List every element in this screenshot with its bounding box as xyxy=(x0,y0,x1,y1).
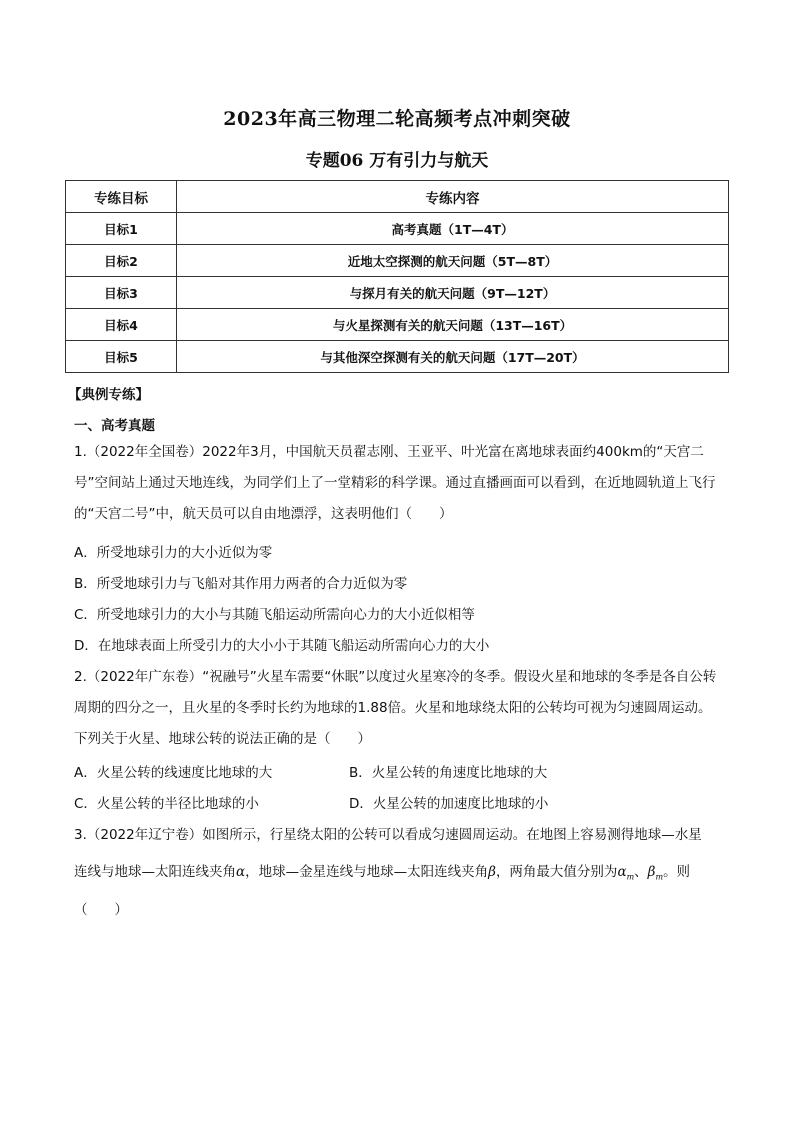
table-cell-goal: 目标4 xyxy=(66,309,177,341)
table-cell-goal: 目标3 xyxy=(66,277,177,309)
alpha-max-symbol: $\alpha_m$ xyxy=(617,864,635,882)
alpha-symbol: α xyxy=(236,864,246,880)
question-3-text: 、 xyxy=(634,864,648,880)
table-row xyxy=(66,341,729,373)
question-3-line-1: 3.（2022年辽宁卷）如图所示，行星绕太阳的公转可以看成匀速圆周运动。在地图上容易测得地球—水星 xyxy=(74,827,702,843)
table-cell-goal: 目标1 xyxy=(66,213,177,245)
question-3-text: 。则 xyxy=(663,864,691,880)
section-heading: 【典例专练】 xyxy=(68,387,149,403)
question-3-text: ，两角最大值分别为 xyxy=(495,864,618,880)
question-1-option-b: B．所受地球引力与飞船对其作用力两者的合力近似为零 xyxy=(74,576,408,592)
question-2-option-a: A．火星公转的线速度比地球的大 xyxy=(74,765,273,781)
table-cell-goal: 目标5 xyxy=(66,341,177,373)
table-cell-content: 近地太空探测的航天问题（5T—8T） xyxy=(177,245,729,277)
table-row xyxy=(66,245,729,277)
beta-max-symbol: $\beta_m$ xyxy=(647,864,664,882)
beta-symbol: β xyxy=(488,864,496,880)
question-2-stem: 2.（2022年广东卷）“祝融号”火星车需要“休眠”以度过火星寒冷的冬季。假设火星和地球的冬季是各自公转周期的四分之一，且火星的冬季时长约为地球的1.88倍。火星和地球绕太阳的公转均可视为匀速圆周运动。下列关于火星、地球公转的说法正确的是（ ） xyxy=(74,669,717,747)
document-title: 2023年高三物理二轮高频考点冲刺突破 xyxy=(223,108,571,130)
question-1-stem: 1.（2022年全国卷）2022年3月，中国航天员翟志刚、王亚平、叶光富在离地球表面约400km的“天宫二号”空间站上通过天地连线，为同学们上了一堂精彩的科学课。通过直播画面可以看到，在近地圆轨道上飞行的“天宫二号”中，航天员可以自由地漂浮，这表明他们（ ） xyxy=(74,444,716,522)
table-row xyxy=(66,309,729,341)
goals-table xyxy=(65,180,729,373)
question-1-option-d: D．在地球表面上所受引力的大小小于其随飞船运动所需向心力的大小 xyxy=(74,638,490,654)
table-cell-content: 高考真题（1T—4T） xyxy=(177,213,729,245)
question-3-text: ，地球—金星连线与地球—太阳连线夹角 xyxy=(245,864,489,880)
table-header-content: 专练内容 xyxy=(177,181,729,213)
question-3-line-2 xyxy=(74,862,690,888)
table-cell-content: 与火星探测有关的航天问题（13T—16T） xyxy=(177,309,729,341)
table-cell-content: 与其他深空探测有关的航天问题（17T—20T） xyxy=(177,341,729,373)
question-1-option-c: C．所受地球引力的大小与其随飞船运动所需向心力的大小近似相等 xyxy=(74,607,475,623)
question-3-answer-bracket: （ ） xyxy=(74,902,128,918)
question-3-text: 连线与地球—太阳连线夹角 xyxy=(74,864,236,880)
table-cell-content: 与探月有关的航天问题（9T—12T） xyxy=(177,277,729,309)
table-cell-goal: 目标2 xyxy=(66,245,177,277)
question-2-option-d: D．火星公转的加速度比地球的小 xyxy=(349,796,549,812)
question-2-option-b: B．火星公转的角速度比地球的大 xyxy=(349,765,548,781)
subsection-heading: 一、高考真题 xyxy=(74,418,155,434)
document-subtitle: 专题06 万有引力与航天 xyxy=(305,151,489,171)
table-row xyxy=(66,277,729,309)
question-1-option-a: A．所受地球引力的大小近似为零 xyxy=(74,545,273,561)
table-row xyxy=(66,213,729,245)
table-header-goal: 专练目标 xyxy=(66,181,177,213)
question-2-option-c: C．火星公转的半径比地球的小 xyxy=(74,796,259,812)
table-header-row xyxy=(66,181,729,213)
